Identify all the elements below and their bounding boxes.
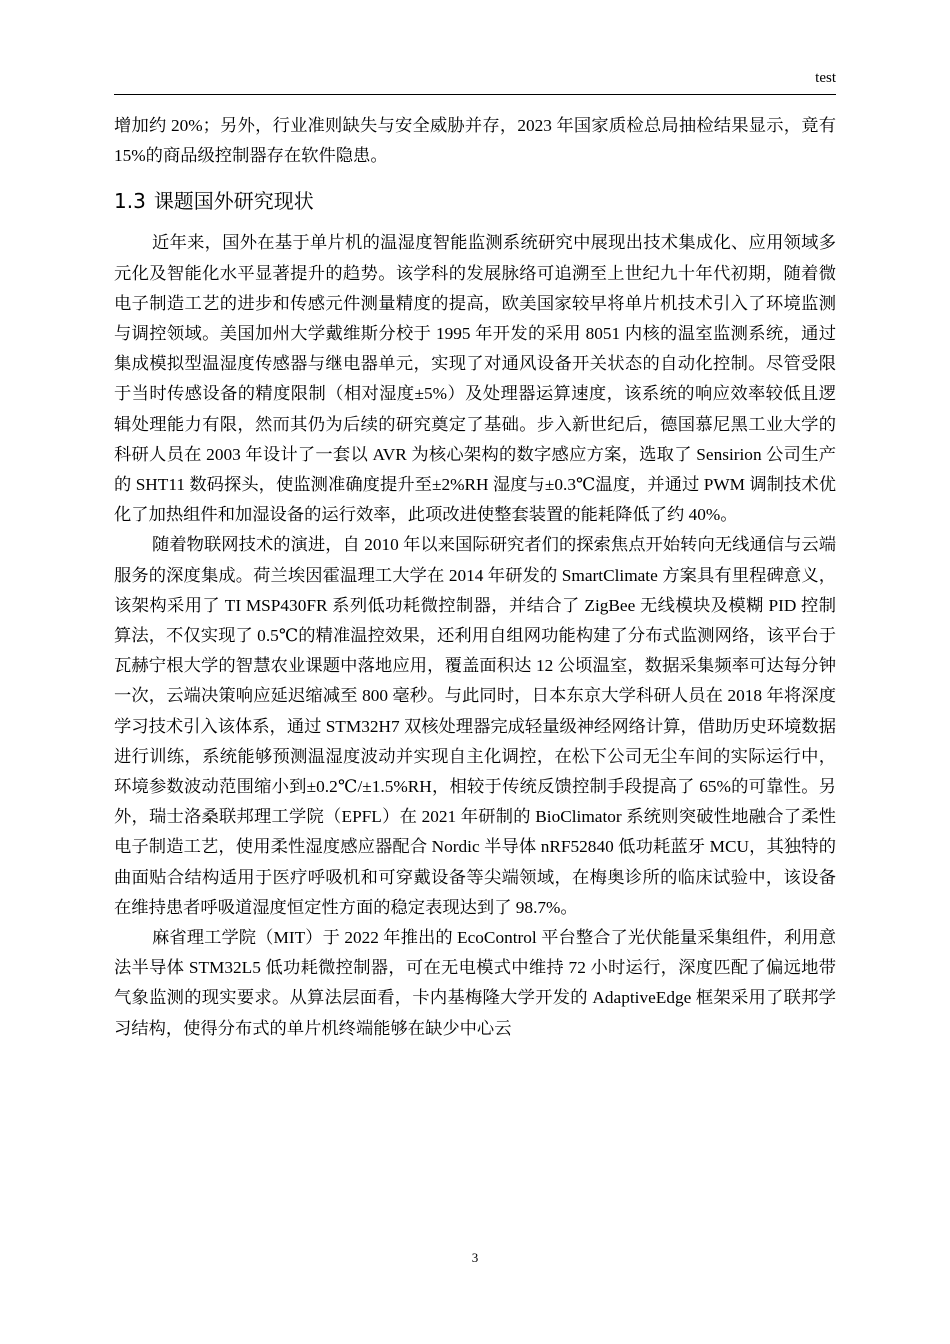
section-heading (114, 186, 836, 216)
header-divider (114, 94, 836, 95)
section-number: 1.3 (114, 189, 146, 214)
carryover-paragraph: 增加约 20%；另外，行业准则缺失与安全威胁并存，2023 年国家质检总局抽检结果显示，竟有 15%的商品级控制器存在软件隐患。 (114, 116, 836, 166)
page-body (114, 111, 836, 1044)
body-paragraph-2: 随着物联网技术的演进，自 2010 年以来国际研究者们的探索焦点开始转向无线通信与云端服务的深度集成。荷兰埃因霍温理工大学在 2014 年研发的 SmartClimate 方案具有里程碑意义，该架构采用了 TI MSP430FR 系列低功耗微控制器，并结合了 ZigBee 无线模块及模糊 PID 控制算法，不仅实现了 0.5℃的精准温控效果，还利用自组网功能构建了分布式监测网络，该平台于瓦赫宁根大学的智慧农业课题中落地应用，覆盖面积达 12 公顷温室，数据采集频率可达每分钟一次，云端决策响应延迟缩减至 800 毫秒。与此同时，日本东京大学科研人员在 2018 年将深度学习技术引入该体系，通过 STM32H7 双核处理器完成轻量级神经网络计算，借助历史环境数据进行训练，系统能够预测温湿度波动并实现自主化调控，在松下公司无尘车间的实际运行中，环境参数波动范围缩小到±0.2℃/±1.5%RH，相较于传统反馈控制手段提高了 65%的可靠性。另外，瑞士洛桑联邦理工学院（EPFL）在 2021 年研制的 BioClimator 系统则突破性地融合了柔性电子制造工艺，使用柔性湿度感应器配合 Nordic 半导体 nRF52840 低功耗蓝牙 MCU，其独特的曲面贴合结构适用于医疗呼吸机和可穿戴设备等尖端领域，在梅奥诊所的临床试验中，该设备在维持患者呼吸道湿度恒定性方面的稳定表现达到了 98.7%。 (114, 535, 836, 917)
page-number: 3 (471, 1250, 479, 1265)
body-paragraph-3: 麻省理工学院（MIT）于 2022 年推出的 EcoControl 平台整合了光伏能量采集组件，利用意法半导体 STM32L5 低功耗微控制器，可在无电模式中维持 72 小时运行，深度匹配了偏远地带气象监测的现实要求。从算法层面看，卡内基梅隆大学开发的 AdaptiveEdge 框架采用了联邦学习结构，使得分布式的单片机终端能够在缺少中心云 (114, 928, 836, 1038)
body-paragraph-1: 近年来，国外在基于单片机的温湿度智能监测系统研究中展现出技术集成化、应用领域多元化及智能化水平显著提升的趋势。该学科的发展脉络可追溯至上世纪九十年代初期，随着微电子制造工艺的进步和传感元件测量精度的提高，欧美国家较早将单片机技术引入了环境监测与调控领域。美国加州大学戴维斯分校于 1995 年开发的采用 8051 内核的温室监测系统，通过集成模拟型温湿度传感器与继电器单元，实现了对通风设备开关状态的自动化控制。尽管受限于当时传感设备的精度限制（相对湿度±5%）及处理器运算速度，该系统的响应效率较低且逻辑处理能力有限，然而其仍为后续的研究奠定了基础。步入新世纪后，德国慕尼黑工业大学的科研人员在 2003 年设计了一套以 AVR 为核心架构的数字感应方案，选取了 Sensirion 公司生产的 SHT11 数码探头，使监测准确度提升至±2%RH 湿度与±0.3℃温度，并通过 PWM 调制技术优化了加热组件和加湿设备的运行效率，此项改进使整套装置的能耗降低了约 40%。 (114, 233, 836, 525)
section-title: 课题国外研究现状 (153, 189, 314, 214)
running-header: test (815, 70, 836, 86)
